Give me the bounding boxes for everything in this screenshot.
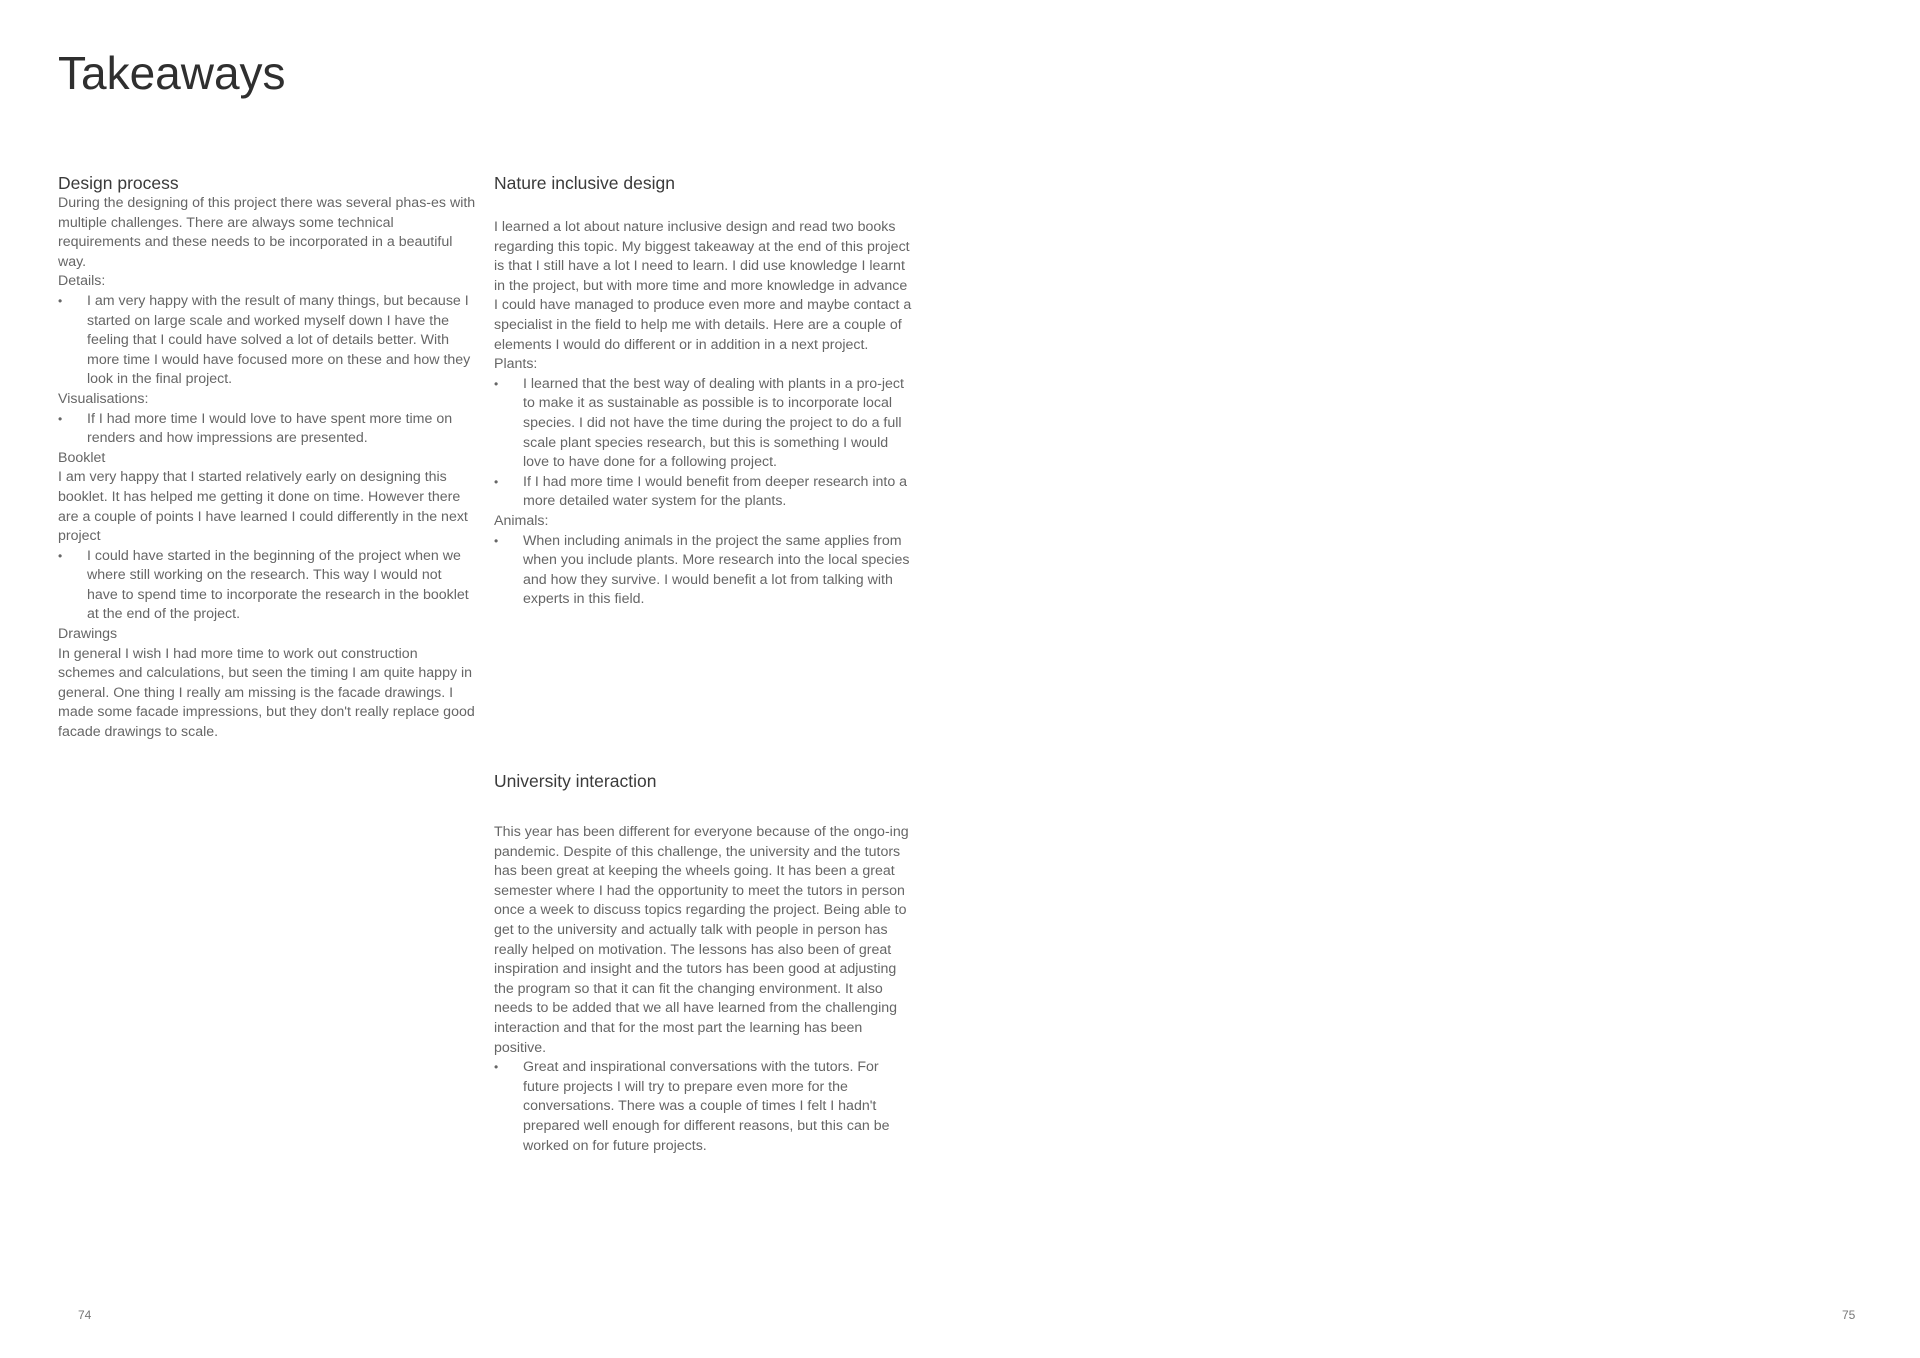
list-item: • I learned that the best way of dealing with plants in a pro-ject to make it as sustainable as possible is to incorporate local species. I did not have the time during the project to do a full scale plant species research, but this is something I would love to have done for a following project. [494,375,912,473]
page-title: Takeaways [58,47,286,99]
university-intro: This year has been different for everyone because of the ongo-ing pandemic. Despite of this challenge, the university and the tutors has been great at keeping the wheels going. It has been a great semester where I had the opportunity to meet the tutors in person once a week to discuss topics regarding the project. Being able to get to the university and actually talk with people in person has really helped on motivation. The lessons has also been of great inspiration and insight and the tutors has been good at adjusting the program so that it can fit the changing environment. It also needs to be added that we all have learned from the challenging interaction and that for the most part the learning has been positive. [494,824,909,1056]
page-number-left: 74 [78,1308,92,1322]
nature-inclusive-section [494,172,912,610]
booklet-list [58,547,476,625]
visualisations-label: Visualisations: [58,390,149,407]
design-process-intro: During the designing of this project there was several phas-es with multiple challenges. There are always some technical requirements and these needs to be incorporated in a beautiful way. [58,195,476,270]
university-section [494,770,912,1156]
visualisations-list [58,410,476,449]
animals-list [494,532,912,610]
plants-label: Plants: [494,356,538,373]
plants-list [494,375,912,512]
design-process-section [58,172,476,743]
university-list [494,1058,912,1156]
page-number-right: 75 [1842,1308,1856,1322]
details-list [58,292,476,390]
details-label: Details: [58,273,106,290]
list-item: • When including animals in the project the same applies from when you include plants. More research into the local species and how they survive. I would benefit a lot from talking with experts in this field. [494,532,912,610]
nature-inclusive-heading: Nature inclusive design [494,173,675,193]
drawings-text: In general I wish I had more time to work out construction schemes and calculations, but seen the timing I am quite happy in general. One thing I really am missing is the facade drawings. I made some facade impressions, but they don't really replace good facade drawings to scale. [58,645,475,741]
booklet-label: Booklet [58,449,106,466]
list-item: • Great and inspirational conversations with the tutors. For future projects I will try to prepare even more for the conversations. There was a couple of times I felt I hadn't prepared well enough for different reasons, but this can be worked on for future projects. [494,1058,912,1156]
booklet-text: I am very happy that I started relatively early on designing this booklet. It has helped me getting it done on time. However there are a couple of points I have learned I could differently in the next project [58,469,468,545]
university-heading: University interaction [494,771,657,791]
list-item: • I am very happy with the result of many things, but because I started on large scale and worked myself down I have the feeling that I could have solved a lot of details better. With more time I would have focused more on these and how they look in the final project. [58,292,476,390]
drawings-label: Drawings [58,626,118,643]
animals-label: Animals: [494,512,549,529]
design-process-heading: Design process [58,173,179,193]
nature-inclusive-intro: I learned a lot about nature inclusive design and read two books regarding this topic. My biggest takeaway at the end of this project is that I still have a lot I need to learn. I did use knowledge I learnt in the project, but with more time and more knowledge in advance I could have managed to produce even more and maybe contact a specialist in the field to help me with details. Here are a couple of elements I would do different or in addition in a next project. [494,219,912,353]
list-item: • I could have started in the beginning of the project when we where still working on the research. This way I would not have to spend time to incorporate the research in the booklet at the end of the project. [58,547,476,625]
list-item: • If I had more time I would benefit from deeper research into a more detailed water system for the plants. [494,473,912,512]
list-item: • If I had more time I would love to have spent more time on renders and how impressions are presented. [58,410,476,449]
